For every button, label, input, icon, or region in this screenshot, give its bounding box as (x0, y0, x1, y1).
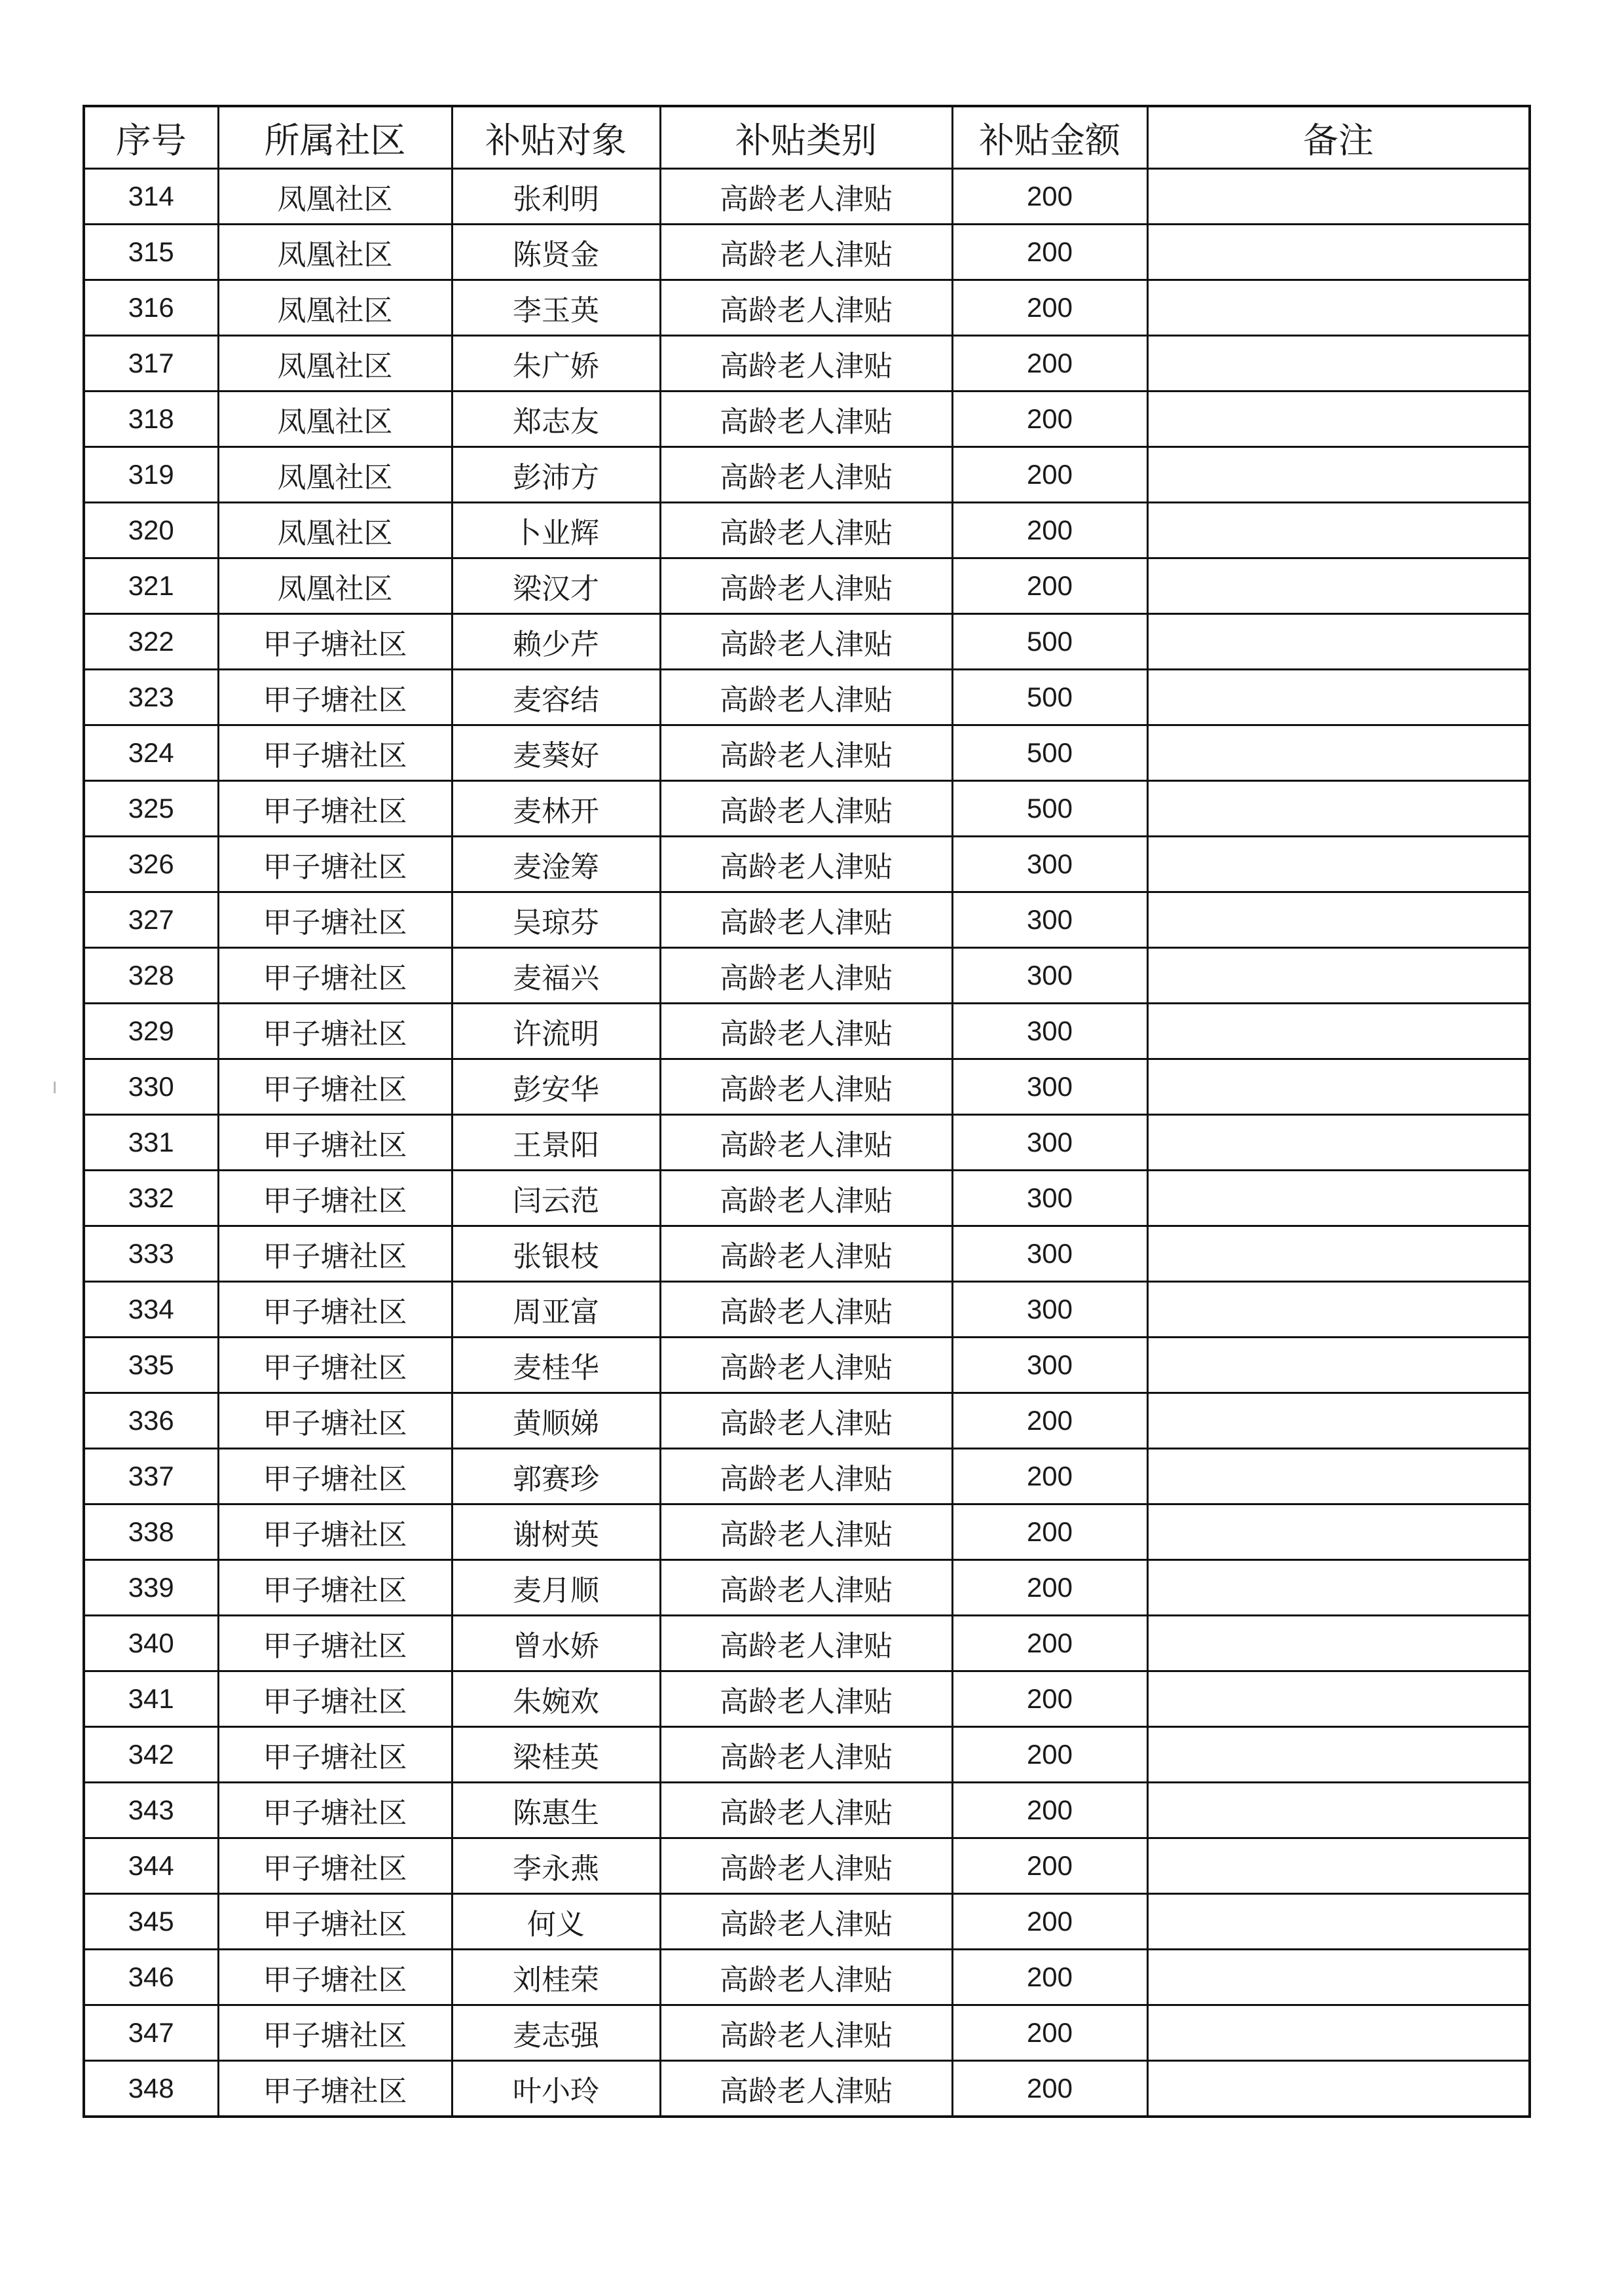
cell-recipient: 周亚富 (452, 1282, 660, 1338)
header-seq: 序号 (84, 106, 218, 169)
cell-community: 甲子塘社区 (218, 1504, 452, 1560)
cell-category: 高龄老人津贴 (660, 1950, 952, 2005)
table-row (84, 2061, 1530, 2117)
cell-note (1147, 614, 1530, 670)
cell-category: 高龄老人津贴 (660, 892, 952, 948)
cell-recipient: 梁汉才 (452, 558, 660, 614)
cell-recipient: 麦福兴 (452, 948, 660, 1004)
cell-amount: 500 (952, 781, 1147, 837)
cell-note (1147, 1115, 1530, 1171)
cell-note (1147, 1004, 1530, 1059)
cell-seq: 314 (84, 169, 218, 225)
cell-note (1147, 2005, 1530, 2061)
table-row (84, 614, 1530, 670)
table-row (84, 725, 1530, 781)
header-category: 补贴类别 (660, 106, 952, 169)
cell-seq: 344 (84, 1838, 218, 1894)
table-row (84, 1671, 1530, 1727)
cell-amount: 200 (952, 447, 1147, 503)
cell-category: 高龄老人津贴 (660, 1059, 952, 1115)
cell-category: 高龄老人津贴 (660, 614, 952, 670)
cell-note (1147, 1226, 1530, 1282)
cell-note (1147, 1560, 1530, 1616)
cell-note (1147, 1838, 1530, 1894)
cell-category: 高龄老人津贴 (660, 1282, 952, 1338)
cell-category: 高龄老人津贴 (660, 1115, 952, 1171)
cell-amount: 200 (952, 1671, 1147, 1727)
cell-community: 甲子塘社区 (218, 1393, 452, 1449)
cell-category: 高龄老人津贴 (660, 392, 952, 447)
cell-category: 高龄老人津贴 (660, 2061, 952, 2117)
cell-note (1147, 1671, 1530, 1727)
cell-recipient: 李玉英 (452, 280, 660, 336)
table-row (84, 1004, 1530, 1059)
cell-category: 高龄老人津贴 (660, 1393, 952, 1449)
cell-category: 高龄老人津贴 (660, 503, 952, 558)
cell-amount: 200 (952, 2005, 1147, 2061)
cell-seq: 337 (84, 1449, 218, 1504)
cell-category: 高龄老人津贴 (660, 1727, 952, 1783)
cell-community: 甲子塘社区 (218, 781, 452, 837)
table-row (84, 392, 1530, 447)
cell-category: 高龄老人津贴 (660, 2005, 952, 2061)
cell-seq: 340 (84, 1616, 218, 1671)
cell-note (1147, 558, 1530, 614)
cell-category: 高龄老人津贴 (660, 169, 952, 225)
cell-seq: 338 (84, 1504, 218, 1560)
cell-community: 甲子塘社区 (218, 1115, 452, 1171)
cell-amount: 500 (952, 725, 1147, 781)
header-row (84, 106, 1530, 169)
cell-seq: 315 (84, 225, 218, 280)
cell-seq: 332 (84, 1171, 218, 1226)
cell-seq: 326 (84, 837, 218, 892)
cell-note (1147, 725, 1530, 781)
table-row (84, 1560, 1530, 1616)
cell-recipient: 赖少芹 (452, 614, 660, 670)
header-community: 所属社区 (218, 106, 452, 169)
cell-amount: 200 (952, 280, 1147, 336)
subsidy-table (83, 105, 1531, 2118)
cell-recipient: 陈惠生 (452, 1783, 660, 1838)
cell-amount: 200 (952, 558, 1147, 614)
cell-recipient: 彭沛方 (452, 447, 660, 503)
cell-recipient: 朱广娇 (452, 336, 660, 392)
table-row (84, 1059, 1530, 1115)
cell-community: 甲子塘社区 (218, 837, 452, 892)
cell-note (1147, 1393, 1530, 1449)
cell-community: 甲子塘社区 (218, 1059, 452, 1115)
cell-community: 甲子塘社区 (218, 892, 452, 948)
table-row (84, 447, 1530, 503)
cell-community: 甲子塘社区 (218, 725, 452, 781)
cell-recipient: 刘桂荣 (452, 1950, 660, 2005)
cell-recipient: 叶小玲 (452, 2061, 660, 2117)
cell-community: 甲子塘社区 (218, 948, 452, 1004)
cell-category: 高龄老人津贴 (660, 948, 952, 1004)
cell-note (1147, 392, 1530, 447)
cell-amount: 300 (952, 1059, 1147, 1115)
table-row (84, 2005, 1530, 2061)
cell-recipient: 麦月顺 (452, 1560, 660, 1616)
scan-speck (54, 1082, 56, 1093)
cell-amount: 300 (952, 892, 1147, 948)
cell-amount: 500 (952, 670, 1147, 725)
cell-note (1147, 837, 1530, 892)
cell-amount: 200 (952, 503, 1147, 558)
cell-note (1147, 1727, 1530, 1783)
cell-recipient: 麦葵好 (452, 725, 660, 781)
cell-seq: 325 (84, 781, 218, 837)
cell-recipient: 梁桂英 (452, 1727, 660, 1783)
cell-recipient: 许流明 (452, 1004, 660, 1059)
cell-recipient: 麦淦筹 (452, 837, 660, 892)
cell-note (1147, 781, 1530, 837)
cell-seq: 317 (84, 336, 218, 392)
cell-note (1147, 1338, 1530, 1393)
cell-amount: 200 (952, 1838, 1147, 1894)
cell-seq: 336 (84, 1393, 218, 1449)
cell-amount: 200 (952, 1783, 1147, 1838)
cell-note (1147, 1171, 1530, 1226)
cell-community: 甲子塘社区 (218, 1950, 452, 2005)
cell-amount: 200 (952, 336, 1147, 392)
cell-category: 高龄老人津贴 (660, 1560, 952, 1616)
table-row (84, 169, 1530, 225)
cell-recipient: 王景阳 (452, 1115, 660, 1171)
table-row (84, 1504, 1530, 1560)
cell-note (1147, 1059, 1530, 1115)
table-row (84, 503, 1530, 558)
cell-seq: 334 (84, 1282, 218, 1338)
cell-community: 甲子塘社区 (218, 2061, 452, 2117)
cell-category: 高龄老人津贴 (660, 1504, 952, 1560)
cell-amount: 200 (952, 1560, 1147, 1616)
table-row (84, 1727, 1530, 1783)
cell-seq: 343 (84, 1783, 218, 1838)
cell-amount: 300 (952, 948, 1147, 1004)
cell-community: 甲子塘社区 (218, 1171, 452, 1226)
cell-amount: 200 (952, 1727, 1147, 1783)
table-row (84, 670, 1530, 725)
cell-note (1147, 1449, 1530, 1504)
table-row (84, 837, 1530, 892)
cell-category: 高龄老人津贴 (660, 447, 952, 503)
cell-amount: 300 (952, 1171, 1147, 1226)
cell-community: 甲子塘社区 (218, 1338, 452, 1393)
cell-note (1147, 948, 1530, 1004)
cell-category: 高龄老人津贴 (660, 1616, 952, 1671)
cell-category: 高龄老人津贴 (660, 1338, 952, 1393)
cell-category: 高龄老人津贴 (660, 1004, 952, 1059)
cell-recipient: 陈贤金 (452, 225, 660, 280)
table-row (84, 892, 1530, 948)
cell-community: 凤凰社区 (218, 392, 452, 447)
cell-note (1147, 225, 1530, 280)
cell-recipient: 李永燕 (452, 1838, 660, 1894)
table-row (84, 1338, 1530, 1393)
table-row (84, 1393, 1530, 1449)
cell-category: 高龄老人津贴 (660, 725, 952, 781)
cell-note (1147, 1950, 1530, 2005)
cell-category: 高龄老人津贴 (660, 670, 952, 725)
cell-note (1147, 1783, 1530, 1838)
cell-amount: 300 (952, 837, 1147, 892)
table-row (84, 280, 1530, 336)
cell-seq: 320 (84, 503, 218, 558)
header-note: 备注 (1147, 106, 1530, 169)
cell-seq: 324 (84, 725, 218, 781)
cell-recipient: 张利明 (452, 169, 660, 225)
cell-amount: 200 (952, 2061, 1147, 2117)
cell-recipient: 闫云范 (452, 1171, 660, 1226)
table-row (84, 1838, 1530, 1894)
cell-seq: 327 (84, 892, 218, 948)
cell-recipient: 谢树英 (452, 1504, 660, 1560)
cell-amount: 200 (952, 1393, 1147, 1449)
cell-amount: 200 (952, 169, 1147, 225)
cell-category: 高龄老人津贴 (660, 558, 952, 614)
cell-community: 甲子塘社区 (218, 1894, 452, 1950)
cell-note (1147, 2061, 1530, 2117)
cell-community: 甲子塘社区 (218, 2005, 452, 2061)
cell-category: 高龄老人津贴 (660, 837, 952, 892)
cell-community: 甲子塘社区 (218, 1783, 452, 1838)
cell-seq: 333 (84, 1226, 218, 1282)
cell-community: 凤凰社区 (218, 280, 452, 336)
cell-recipient: 朱婉欢 (452, 1671, 660, 1727)
cell-seq: 342 (84, 1727, 218, 1783)
header-amount: 补贴金额 (952, 106, 1147, 169)
table-row (84, 1226, 1530, 1282)
cell-community: 甲子塘社区 (218, 1282, 452, 1338)
table-row (84, 1950, 1530, 2005)
table-header (84, 106, 1530, 169)
table-row (84, 1783, 1530, 1838)
cell-seq: 321 (84, 558, 218, 614)
cell-note (1147, 892, 1530, 948)
cell-community: 甲子塘社区 (218, 1004, 452, 1059)
cell-note (1147, 1282, 1530, 1338)
cell-recipient: 麦志强 (452, 2005, 660, 2061)
cell-category: 高龄老人津贴 (660, 781, 952, 837)
cell-amount: 200 (952, 1950, 1147, 2005)
cell-amount: 200 (952, 1616, 1147, 1671)
cell-recipient: 郭赛珍 (452, 1449, 660, 1504)
cell-seq: 335 (84, 1338, 218, 1393)
cell-category: 高龄老人津贴 (660, 1894, 952, 1950)
cell-category: 高龄老人津贴 (660, 1838, 952, 1894)
table-row (84, 558, 1530, 614)
cell-seq: 323 (84, 670, 218, 725)
cell-recipient: 张银枝 (452, 1226, 660, 1282)
cell-amount: 200 (952, 1894, 1147, 1950)
cell-amount: 300 (952, 1115, 1147, 1171)
cell-amount: 200 (952, 1504, 1147, 1560)
table-row (84, 1171, 1530, 1226)
cell-recipient: 曾水娇 (452, 1616, 660, 1671)
cell-amount: 500 (952, 614, 1147, 670)
table-row (84, 1115, 1530, 1171)
table-row (84, 336, 1530, 392)
cell-seq: 316 (84, 280, 218, 336)
cell-category: 高龄老人津贴 (660, 1449, 952, 1504)
cell-community: 甲子塘社区 (218, 1671, 452, 1727)
cell-community: 凤凰社区 (218, 503, 452, 558)
cell-recipient: 彭安华 (452, 1059, 660, 1115)
cell-seq: 318 (84, 392, 218, 447)
cell-seq: 341 (84, 1671, 218, 1727)
cell-amount: 300 (952, 1004, 1147, 1059)
cell-recipient: 何义 (452, 1894, 660, 1950)
cell-note (1147, 336, 1530, 392)
cell-recipient: 吴琼芬 (452, 892, 660, 948)
table-row (84, 948, 1530, 1004)
cell-seq: 319 (84, 447, 218, 503)
cell-community: 甲子塘社区 (218, 1226, 452, 1282)
cell-seq: 347 (84, 2005, 218, 2061)
cell-community: 甲子塘社区 (218, 670, 452, 725)
cell-category: 高龄老人津贴 (660, 280, 952, 336)
cell-community: 凤凰社区 (218, 558, 452, 614)
cell-community: 甲子塘社区 (218, 1449, 452, 1504)
cell-recipient: 卜业辉 (452, 503, 660, 558)
cell-amount: 200 (952, 392, 1147, 447)
cell-seq: 322 (84, 614, 218, 670)
cell-category: 高龄老人津贴 (660, 1783, 952, 1838)
cell-community: 甲子塘社区 (218, 1727, 452, 1783)
table-row (84, 1449, 1530, 1504)
cell-amount: 300 (952, 1282, 1147, 1338)
cell-amount: 200 (952, 1449, 1147, 1504)
cell-seq: 348 (84, 2061, 218, 2117)
table-row (84, 1616, 1530, 1671)
table-row (84, 1894, 1530, 1950)
cell-recipient: 麦桂华 (452, 1338, 660, 1393)
cell-community: 甲子塘社区 (218, 614, 452, 670)
cell-seq: 346 (84, 1950, 218, 2005)
cell-recipient: 郑志友 (452, 392, 660, 447)
cell-seq: 339 (84, 1560, 218, 1616)
cell-note (1147, 1894, 1530, 1950)
cell-category: 高龄老人津贴 (660, 1171, 952, 1226)
cell-seq: 329 (84, 1004, 218, 1059)
cell-seq: 331 (84, 1115, 218, 1171)
cell-seq: 328 (84, 948, 218, 1004)
cell-community: 凤凰社区 (218, 169, 452, 225)
cell-seq: 345 (84, 1894, 218, 1950)
cell-community: 凤凰社区 (218, 447, 452, 503)
cell-community: 甲子塘社区 (218, 1560, 452, 1616)
cell-amount: 200 (952, 225, 1147, 280)
table-row (84, 1282, 1530, 1338)
cell-community: 凤凰社区 (218, 336, 452, 392)
cell-category: 高龄老人津贴 (660, 1226, 952, 1282)
cell-note (1147, 670, 1530, 725)
cell-category: 高龄老人津贴 (660, 225, 952, 280)
cell-note (1147, 169, 1530, 225)
table-row (84, 225, 1530, 280)
cell-community: 甲子塘社区 (218, 1838, 452, 1894)
cell-note (1147, 503, 1530, 558)
cell-amount: 300 (952, 1226, 1147, 1282)
cell-community: 甲子塘社区 (218, 1616, 452, 1671)
cell-category: 高龄老人津贴 (660, 336, 952, 392)
cell-note (1147, 280, 1530, 336)
cell-amount: 300 (952, 1338, 1147, 1393)
cell-note (1147, 1504, 1530, 1560)
cell-seq: 330 (84, 1059, 218, 1115)
cell-recipient: 麦容结 (452, 670, 660, 725)
table-row (84, 781, 1530, 837)
cell-category: 高龄老人津贴 (660, 1671, 952, 1727)
cell-note (1147, 447, 1530, 503)
cell-note (1147, 1616, 1530, 1671)
cell-community: 凤凰社区 (218, 225, 452, 280)
cell-recipient: 麦林开 (452, 781, 660, 837)
header-recipient: 补贴对象 (452, 106, 660, 169)
table-body (84, 169, 1530, 2117)
cell-recipient: 黄顺娣 (452, 1393, 660, 1449)
